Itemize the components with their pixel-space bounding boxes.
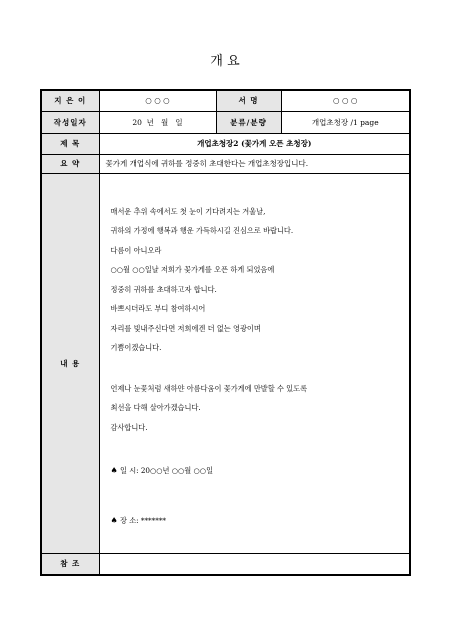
event-date-text: 일 시: 20○○년 ○○월 ○○일 bbox=[119, 466, 214, 475]
author-value: ○ ○ ○ bbox=[99, 90, 216, 111]
content-line-7: 자리를 빛내주신다면 저희에겐 더 없는 영광이며 bbox=[110, 323, 261, 333]
subject-value: 개업초청장2 (꽃가게 오픈 초청장) bbox=[99, 133, 410, 154]
content-line-3: 다름이 아니오라 bbox=[110, 245, 162, 255]
event-date-line bbox=[111, 461, 410, 481]
summary-label: 요 약 bbox=[41, 154, 99, 173]
content-line-4: ○○월 ○○일날 저희가 꽃가게를 오픈 하게 되었음에 bbox=[110, 265, 275, 274]
category-label: 분류/분량 bbox=[216, 111, 281, 133]
reference-row bbox=[41, 553, 410, 575]
spade-icon: ♠ bbox=[110, 466, 118, 475]
content-line-2: 귀하의 가정에 행복과 행운 가득하시길 진심으로 바랍니다. bbox=[110, 226, 294, 235]
content-line-1: 매서운 추위 속에서도 첫 눈이 기다려지는 겨울날, bbox=[110, 206, 266, 216]
summary-row bbox=[41, 154, 410, 173]
summary-value: 꽃가게 개업식에 귀하를 정중히 초대한다는 개업초청장입니다. bbox=[99, 154, 410, 173]
document-title: 개 요 bbox=[210, 54, 240, 69]
category-value: 개업초청장 /1 page bbox=[281, 111, 410, 133]
closing-line-2: 최선을 다해 살아가겠습니다. bbox=[110, 403, 201, 412]
date-value: 20 년 월 일 bbox=[99, 111, 216, 133]
date-row bbox=[41, 111, 410, 133]
author-label: 지 은 이 bbox=[41, 90, 99, 111]
content-line-6: 바쁘시더라도 부디 참여하시어 bbox=[110, 304, 206, 313]
subject-label: 제 목 bbox=[41, 133, 99, 154]
event-place-line bbox=[111, 511, 410, 531]
reference-value bbox=[99, 553, 410, 575]
content-label: 내 용 bbox=[41, 173, 99, 553]
date-label: 작성일자 bbox=[41, 111, 99, 133]
closing-line-3: 감사합니다. bbox=[110, 422, 148, 432]
overview-form bbox=[40, 89, 411, 576]
sign-label: 서 명 bbox=[216, 90, 281, 111]
closing-line-1: 언제나 눈꽃처럼 새하얀 아름다움이 꽃가게에 만발할 수 있도록 bbox=[110, 383, 308, 393]
content-line-8: 기쁨이겠습니다. bbox=[110, 343, 162, 352]
author-row bbox=[41, 90, 410, 111]
subject-row bbox=[41, 133, 410, 154]
event-place-text: 장 소: ******* bbox=[119, 515, 167, 525]
content-line-5: 정중히 귀하를 초대하고자 합니다. bbox=[110, 284, 217, 294]
spade-icon: ♠ bbox=[110, 515, 118, 525]
content-row bbox=[41, 173, 410, 553]
content-body bbox=[99, 173, 410, 553]
sign-value: ○ ○ ○ bbox=[281, 90, 410, 111]
reference-label: 참 조 bbox=[41, 553, 99, 575]
